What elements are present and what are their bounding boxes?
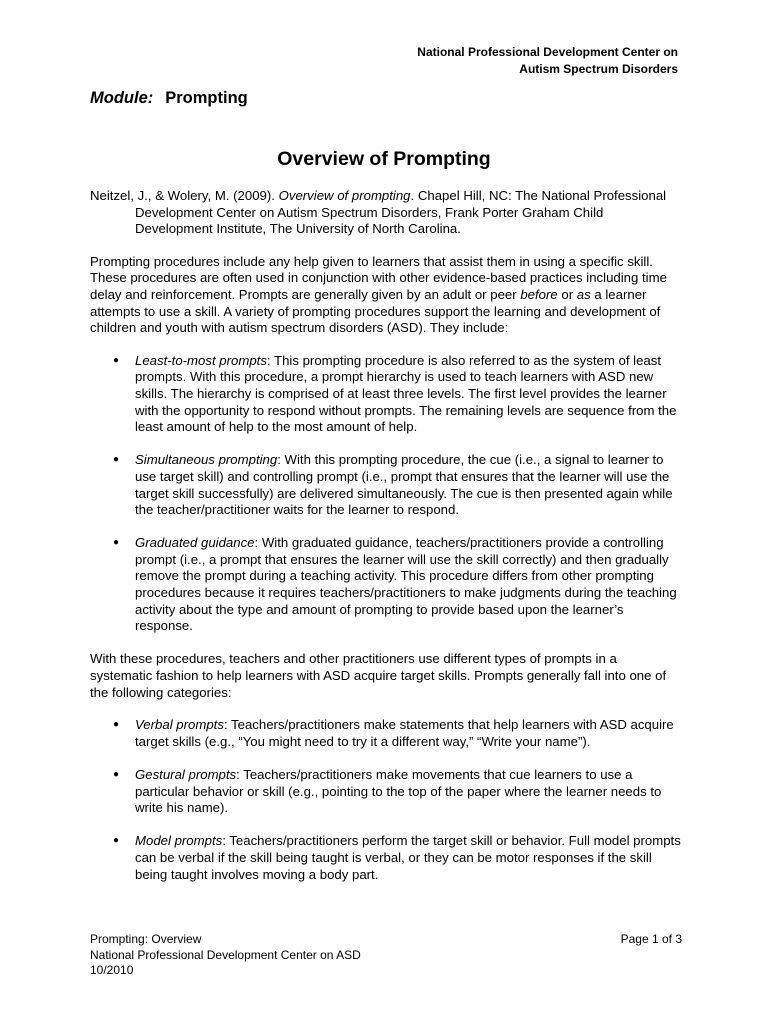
bullet-icon: ● bbox=[113, 537, 120, 549]
header-org-line-2: Autism Spectrum Disorders bbox=[519, 62, 678, 76]
prompt-category-list bbox=[90, 717, 682, 883]
list-item bbox=[90, 767, 682, 817]
intro-text-3: a learner attempts to use a skill. A variety of prompting procedures support the learning and development of children and youth with autism spectrum disorders (ASD). They include: bbox=[90, 286, 661, 336]
bullet-icon: ● bbox=[113, 835, 120, 847]
category-description: : Teachers/practitioners perform the target skill or behavior. Full model prompts can be verbal if the skill being taught is verbal, or they can be motor responses if the skill being taught involves moving a body part. bbox=[135, 833, 681, 882]
list-item bbox=[90, 452, 682, 518]
procedure-term: Simultaneous prompting bbox=[135, 452, 278, 468]
citation-authors: Neitzel, J., & Wolery, M. (2009). bbox=[90, 188, 279, 203]
list-item bbox=[90, 717, 682, 750]
list-item bbox=[90, 353, 682, 436]
procedure-term: Least-to-most prompts bbox=[135, 352, 267, 368]
footer-line-2: National Professional Development Center on ASD bbox=[90, 947, 361, 962]
page-footer bbox=[90, 932, 682, 979]
footer-date: 10/2010 bbox=[90, 963, 134, 978]
procedure-list bbox=[90, 353, 682, 635]
list-item bbox=[90, 535, 682, 635]
category-term: Gestural prompts bbox=[135, 767, 237, 782]
intro-text-2: or bbox=[557, 286, 577, 302]
bullet-icon: ● bbox=[113, 769, 120, 780]
category-term: Model prompts bbox=[135, 833, 223, 849]
module-label: Module: bbox=[90, 89, 154, 107]
procedure-term: Graduated guidance bbox=[135, 535, 255, 551]
categories-paragraph: With these procedures, teachers and other practitioners use different types of prompts in a systematic fashion to help learners with ASD acquire target skills. Prompts generally fall into one of the following categories: bbox=[90, 651, 667, 700]
bullet-icon: ● bbox=[113, 719, 120, 731]
procedure-description: : With graduated guidance, teachers/practitioners provide a controlling prompt (i.e., a prompt that ensures the learner will use the skill correctly) and then gradually remove the prompt during a teaching activity. This procedure differs from other prompting procedures because it requires teachers/practitioners to make judgments during the teaching activity about the type and amount of prompting to provide based upon the learner’s response. bbox=[135, 535, 677, 634]
citation-work-title: Overview of prompting bbox=[278, 188, 411, 203]
procedure-description: : With this prompting procedure, the cue (i.e., a signal to learner to use target skill) and controlling prompt (i.e., prompt that ensures that the learner will use the target skill successfully) are delivered simultaneously. The cue is then presented again while the teacher/practitioner waits for the learner to respond. bbox=[135, 452, 673, 518]
module-heading bbox=[90, 89, 248, 108]
intro-emphasis-as: as bbox=[576, 286, 591, 302]
citation-publisher: . Chapel Hill, NC: The National Professional Development Center on Autism Spectrum Disorders, Frank Porter Graham Child Development Institute, The University of North Carolina. bbox=[135, 188, 667, 237]
page-title: Overview of Prompting bbox=[277, 148, 491, 170]
page-number: Page 1 of 3 bbox=[620, 932, 682, 946]
footer-line-1: Prompting: Overview bbox=[90, 932, 202, 946]
intro-paragraph bbox=[90, 254, 682, 337]
category-description: : Teachers/practitioners make statements that help learners with ASD acquire target skills (e.g., “You might need to try it a different way,” “Write your name”). bbox=[135, 717, 674, 749]
document-body bbox=[90, 188, 682, 900]
list-item bbox=[90, 833, 682, 883]
header-organization bbox=[417, 44, 678, 78]
bullet-icon: ● bbox=[113, 454, 120, 466]
procedure-description: : This prompting procedure is also referred to as the system of least prompts. With this procedure, a prompt hierarchy is used to teach learners with ASD new skills. The hierarchy is comprised of at least three levels. The first level provides the learner with the opportunity to respond without prompts. The remaining levels are sequence from the least amount of help to the most amount of help. bbox=[135, 352, 677, 435]
module-name: Prompting bbox=[165, 89, 248, 107]
intro-emphasis-before: before bbox=[520, 286, 558, 302]
header-org-line-1: National Professional Development Center on bbox=[417, 45, 678, 59]
intro-text-1: Prompting procedures include any help given to learners that assist them in using a specific skill. These procedures are often used in conjunction with other evidence-based practices including time delay and reinforcement. Prompts are generally given by an adult or peer bbox=[90, 253, 667, 302]
category-term: Verbal prompts bbox=[135, 717, 224, 733]
bullet-icon: ● bbox=[113, 354, 120, 366]
citation bbox=[90, 188, 682, 238]
category-description: : Teachers/practitioners make movements that cue learners to use a particular behavior or skill (e.g., pointing to the top of the paper where the learner needs to write his name). bbox=[135, 767, 662, 816]
